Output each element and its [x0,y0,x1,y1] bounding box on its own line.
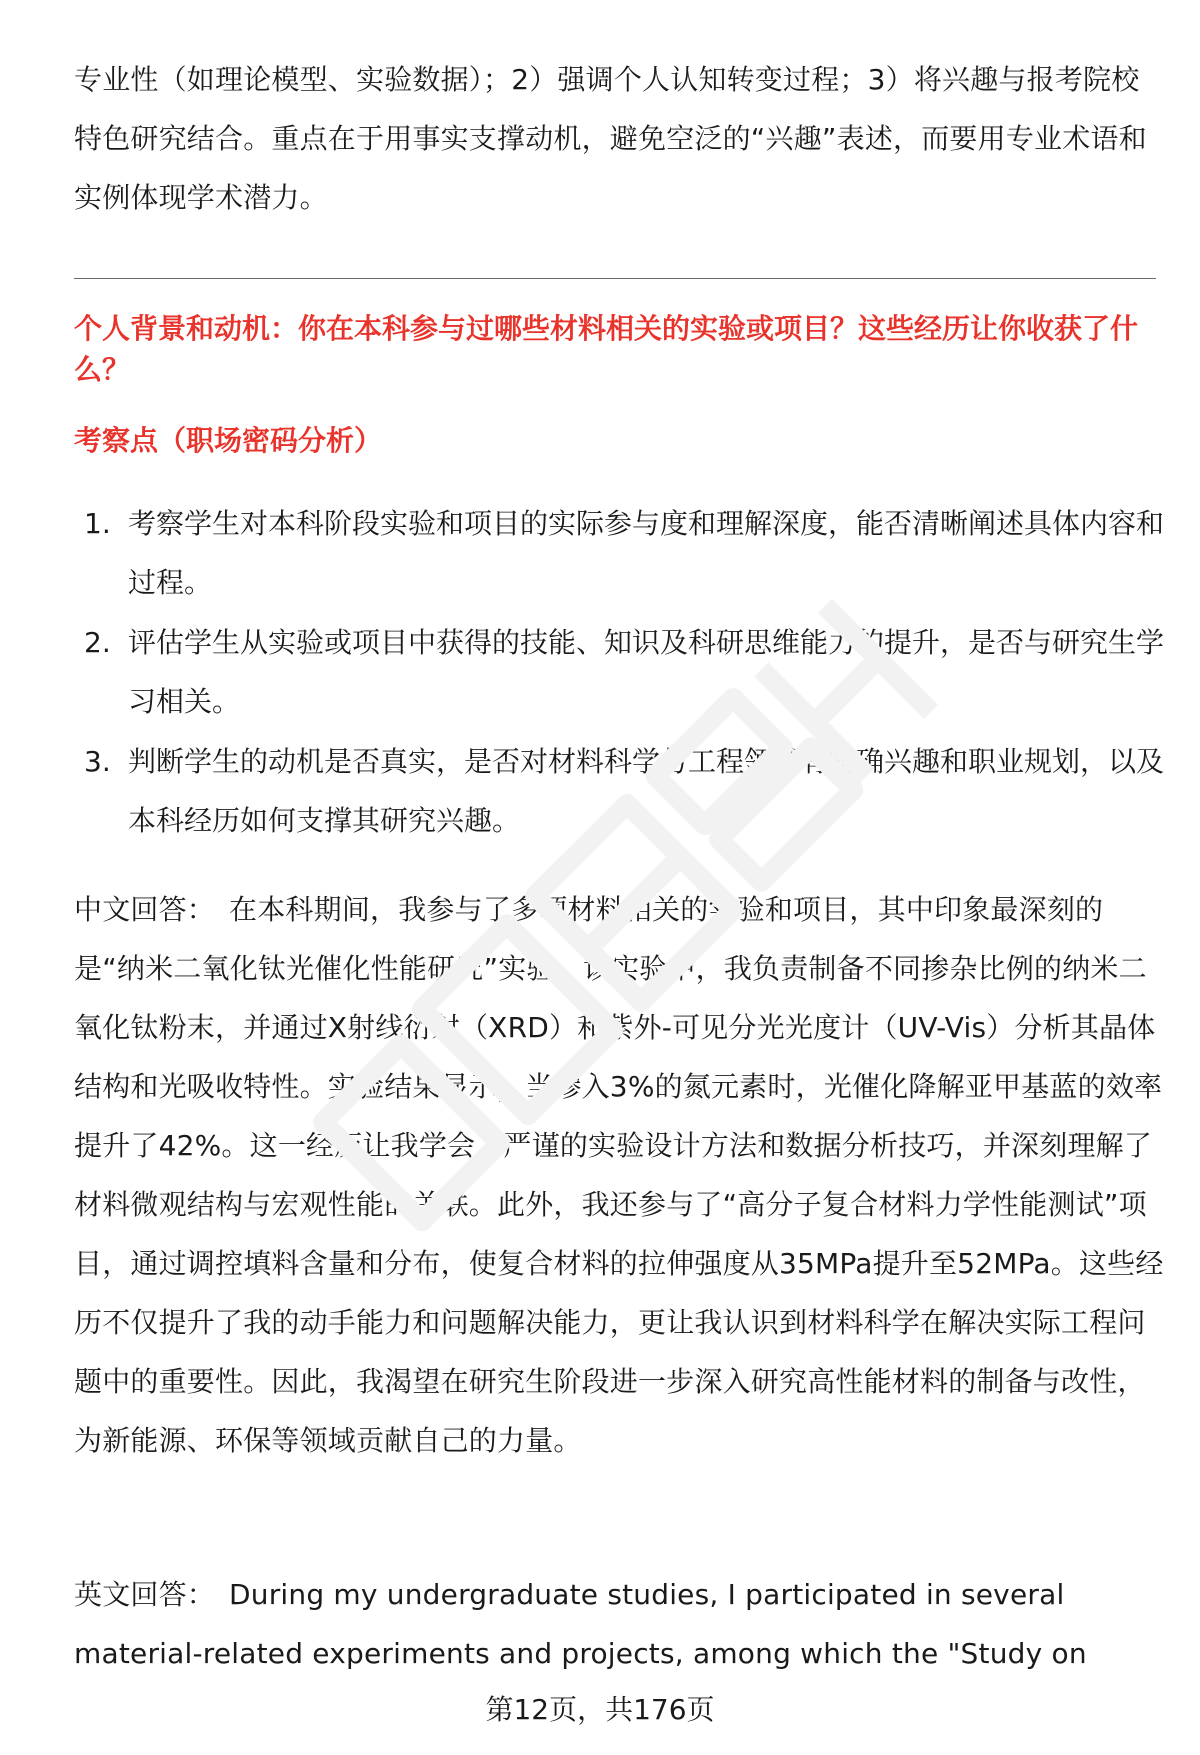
assessment-item-text: 评估学生从实验或项目中获得的技能、知识及科研思维能力的提升，是否与研究生学习相关。 [128,626,1165,718]
chinese-answer-text: 在本科期间，我参与了多项材料相关的实验和项目，其中印象最深刻的是“纳米二氧化钛光催化性能研究”实验。该实验中，我负责制备不同掺杂比例的纳米二氧化钛粉末，并通过X射线衍射（XRD）和紫外-可见分光光度计（UV-Vis）分析其晶体结构和光吸收特性。实验结果显示，当掺入3%的氮元素时，光催化降解亚甲基蓝的效率提升了42%。这一经历让我学会了严谨的实验设计方法和数据分析技巧，并深刻理解了材料微观结构与宏观性能的关联。此外，我还参与了“高分子复合材料力学性能测试”项目，通过调控填料含量和分布，使复合材料的拉伸强度从35MPa提升至52MPa。这些经历不仅提升了我的动手能力和问题解决能力，更让我认识到材料科学在解决实际工程问题中的重要性。因此，我渴望在研究生阶段进一步深入研究高性能材料的制备与改性，为新能源、环保等领域贡献自己的力量。 [74,893,1164,1457]
assessment-item-number: 3. [84,745,111,778]
english-answer-text: During my undergraduate studies, I participated in several material-related experiments and projects, among which the "Study on [74,1578,1087,1670]
chinese-answer-label: 中文回答： [74,893,216,926]
chinese-answer [74,880,1164,1470]
page-number: 第12页，共176页 [485,1693,715,1726]
assessment-item [74,494,1164,612]
intro-paragraph: 专业性（如理论模型、实验数据）；2）强调个人认知转变过程；3）将兴趣与报考院校特色研究结合。重点在于用事实支撑动机，避免空泛的“兴趣”表述，而要用专业术语和实例体现学术潜力。 [74,63,1147,214]
assessment-list [74,494,1164,851]
assessment-item-text: 判断学生的动机是否真实，是否对材料科学与工程领域有明确兴趣和职业规划，以及本科经历如何支撑其研究兴趣。 [128,745,1165,837]
assessment-heading: 考察点（职场密码分析） [74,424,383,457]
assessment-item-number: 1. [84,507,111,540]
assessment-item [74,613,1164,731]
english-answer-label: 英文回答： [74,1578,216,1611]
section-divider [74,278,1156,279]
english-answer [74,1565,1094,1683]
assessment-item-number: 2. [84,626,111,659]
assessment-item-text: 考察学生对本科阶段实验和项目的实际参与度和理解深度，能否清晰阐述具体内容和过程。 [128,507,1165,599]
assessment-item [74,732,1164,850]
question-heading: 个人背景和动机：你在本科参与过哪些材料相关的实验或项目？这些经历让你收获了什么？ [74,312,1139,386]
